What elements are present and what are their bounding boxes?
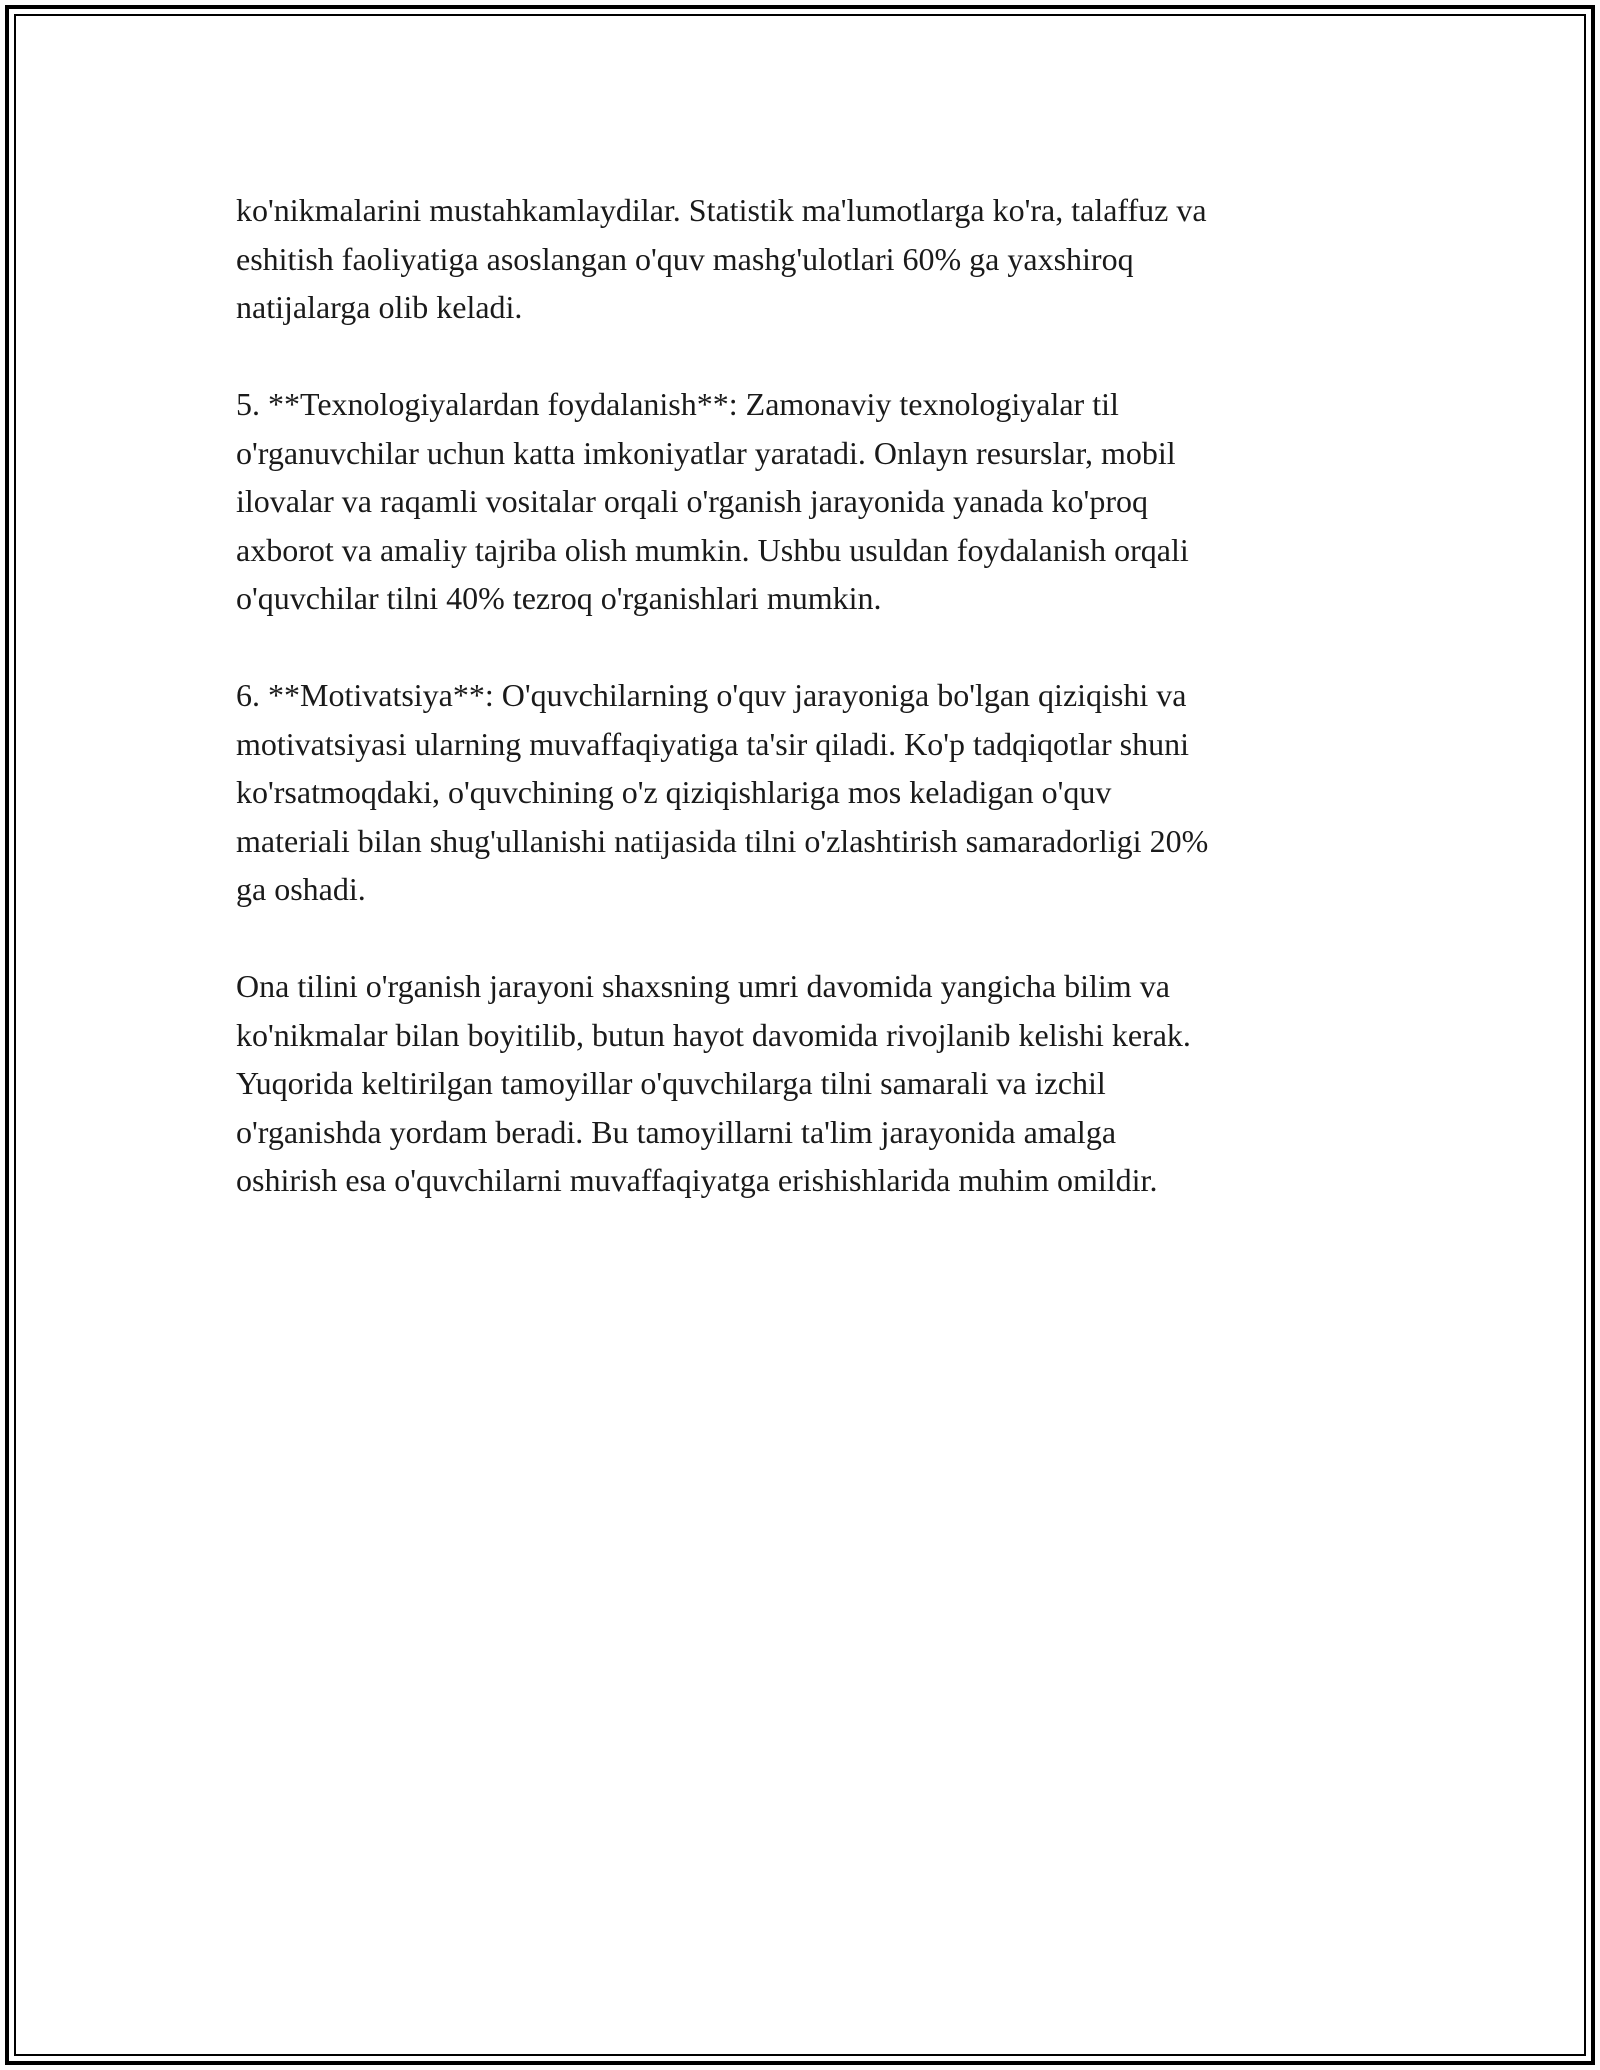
text-line: ko'nikmalarini mustahkamlaydilar. Statistik ma'lumotlarga ko'ra, talaffuz va	[236, 192, 1207, 228]
paragraph-technology	[236, 380, 1366, 623]
paragraph-pronunciation-continuation	[236, 186, 1366, 332]
text-line: 5. **Texnologiyalardan foydalanish**: Zamonaviy texnologiyalar til	[236, 386, 1119, 422]
text-line: o'quvchilar tilni 40% tezroq o'rganishlari mumkin.	[236, 580, 882, 616]
paragraph-conclusion	[236, 962, 1366, 1205]
text-line: natijalarga olib keladi.	[236, 289, 523, 325]
text-line: ga oshadi.	[236, 871, 366, 907]
text-line: oshirish esa o'quvchilarni muvaffaqiyatga erishishlarida muhim omildir.	[236, 1162, 1158, 1198]
text-line: ko'nikmalar bilan boyitilib, butun hayot davomida rivojlanib kelishi kerak.	[236, 1016, 1191, 1053]
text-line: o'rganuvchilar uchun katta imkoniyatlar yaratadi. Onlayn resurslar, mobil	[236, 434, 1176, 471]
paragraph-motivation	[236, 671, 1366, 914]
text-line: axborot va amaliy tajriba olish mumkin. Ushbu usuldan foydalanish orqali	[236, 531, 1189, 568]
text-line: 6. **Motivatsiya**: O'quvchilarning o'quv jarayoniga bo'lgan qiziqishi va	[236, 677, 1187, 713]
text-line: eshitish faoliyatiga asoslangan o'quv mashg'ulotlari 60% ga yaxshiroq	[236, 240, 1134, 277]
document-body	[236, 186, 1366, 1205]
text-line: materiali bilan shug'ullanishi natijasida tilni o'zlashtirish samaradorligi 20%	[236, 822, 1209, 859]
text-line: motivatsiyasi ularning muvaffaqiyatiga ta'sir qiladi. Ko'p tadqiqotlar shuni	[236, 725, 1189, 762]
text-line: Ona tilini o'rganish jarayoni shaxsning umri davomida yangicha bilim va	[236, 968, 1170, 1004]
text-line: ilovalar va raqamli vositalar orqali o'rganish jarayonida yanada ko'proq	[236, 483, 1148, 519]
text-line: ko'rsatmoqdaki, o'quvchining o'z qiziqishlariga mos keladigan o'quv	[236, 774, 1112, 810]
text-line: Yuqorida keltirilgan tamoyillar o'quvchilarga tilni samarali va izchil	[236, 1065, 1106, 1101]
text-line: o'rganishda yordam beradi. Bu tamoyillarni ta'lim jarayonida amalga	[236, 1113, 1117, 1150]
